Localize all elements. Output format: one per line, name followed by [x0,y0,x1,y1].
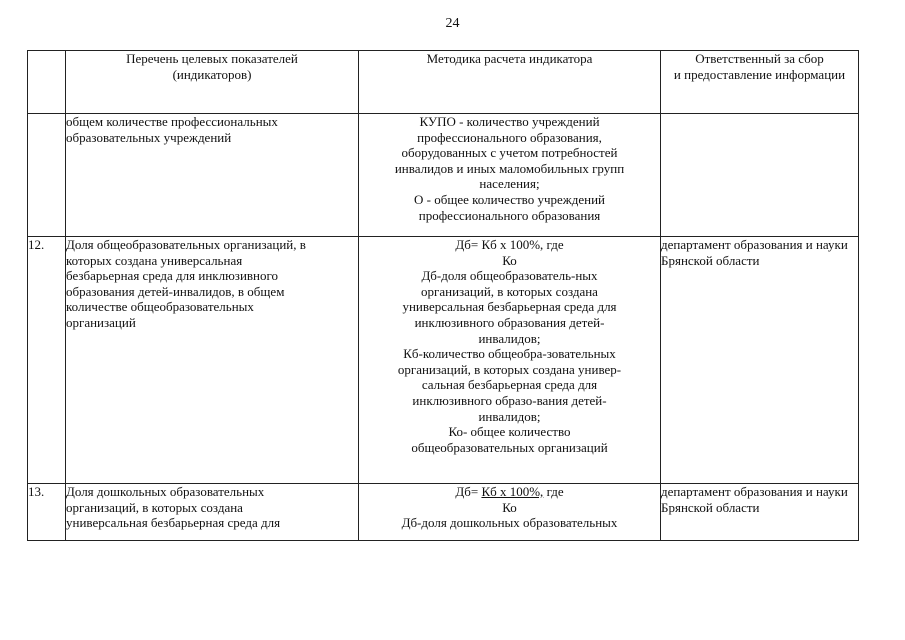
row-number-cell [28,114,66,237]
responsible-cell [661,114,859,237]
indicator-text: Доля дошкольных образовательных [66,484,265,499]
indicator-text: организаций [66,314,136,330]
header-method [359,51,661,114]
method-text: универсальная безбарьерная среда для [402,299,617,315]
indicator-text: универсальная безбарьерная среда для [66,515,281,531]
header-line: Перечень целевых показателей [126,51,298,66]
method-text: организаций, в которых создана универ- [397,361,622,377]
method-cell [359,484,661,541]
indicator-text: общем количестве профессиональных [66,114,278,129]
formula-denominator: Ко [502,252,517,268]
method-text: Дб-доля дошкольных образовательных [401,515,618,531]
method-text: инклюзивного образо-вания детей- [412,392,607,408]
method-text: общеобразовательных организаций [411,439,608,455]
header-number [28,51,66,114]
method-text: КУПО - количество учреждений [419,114,600,129]
method-text: организаций, в которых создана [421,283,598,299]
method-text: инвалидов; [478,408,541,424]
header-line: и предоставление информации [673,66,846,82]
method-cell [359,114,661,237]
formula-numerator: Кб х 100%, [481,484,544,499]
header-indicators [66,51,359,114]
indicator-text: безбарьерная среда для инклюзивного [66,268,279,284]
table-row [28,114,859,237]
method-text: населения; [479,176,540,192]
header-line: Методика расчета индикатора [426,51,593,66]
responsible-cell [661,237,859,484]
indicator-name-cell [66,114,359,237]
header-line: (индикаторов) [172,66,252,82]
formula-line: Дб= Кб х 100%, где [455,237,564,252]
method-text: О - общее количество учреждений [414,191,605,207]
method-text: профессионального образования [418,207,601,223]
indicators-table [27,50,859,541]
method-text: Дб-доля общеобразователь-ных [421,268,598,284]
method-text: Кб-количество общеобра-зовательных [403,346,616,362]
method-text: инклюзивного образования детей- [414,314,605,330]
header-line: Ответственный за сбор [695,51,824,66]
formula-line [359,484,660,500]
indicator-text: количестве общеобразовательных [66,299,254,315]
method-text: инвалидов и иных маломобильных групп [394,160,625,176]
responsible-text: департамент образования и науки [661,484,848,499]
method-text: Ко- общее количество [448,424,571,440]
responsible-text: Брянской области [661,499,760,515]
method-cell [359,237,661,484]
page-number: 24 [445,16,460,31]
responsible-text: Брянской области [661,252,760,268]
indicator-text: которых создана универсальная [66,252,243,268]
indicator-text: образования детей-инвалидов, в общем [66,283,285,299]
row-number-cell: 13. [28,484,66,541]
indicator-text: образовательных учреждений [66,129,232,145]
formula-lhs: Дб= [455,484,482,499]
row-number-cell: 12. [28,237,66,484]
indicator-name-cell [66,237,359,484]
table-row [28,484,859,541]
formula-denominator: Ко [502,499,517,515]
method-text: оборудованных с учетом потребностей [401,145,618,161]
responsible-text: департамент образования и науки [661,237,848,252]
method-text: сальная безбарьерная среда для [421,377,598,393]
formula-tail: где [543,484,564,499]
method-text: инвалидов; [478,330,541,346]
header-responsible [661,51,859,114]
table-row [28,237,859,484]
responsible-cell [661,484,859,541]
method-text: профессионального образования, [417,129,602,145]
indicator-name-cell [66,484,359,541]
indicator-text: организаций, в которых создана [66,499,243,515]
table-header-row [28,51,859,114]
indicator-text: Доля общеобразовательных организаций, в [66,237,306,252]
